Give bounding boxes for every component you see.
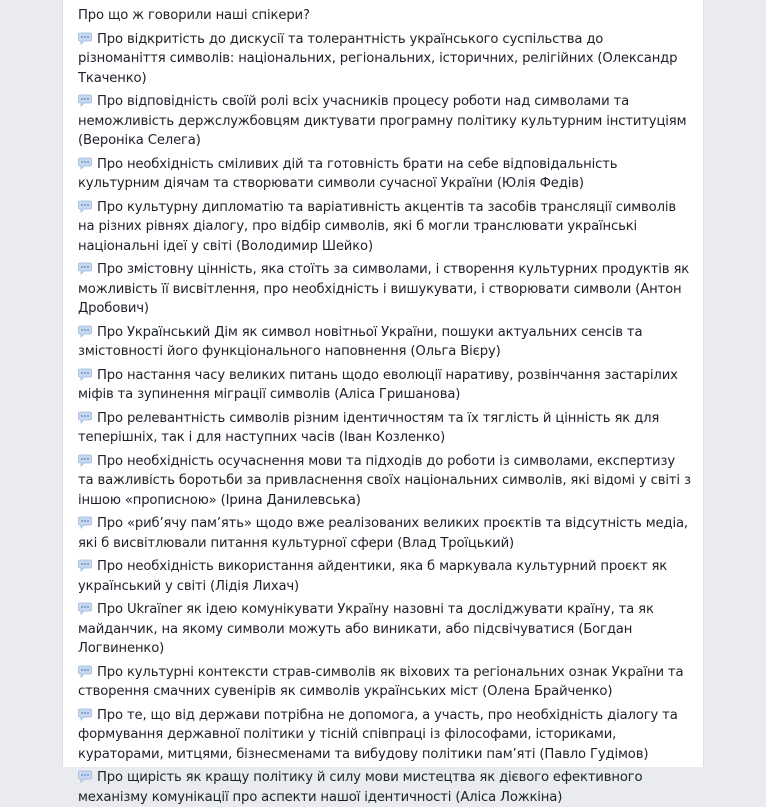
speech-balloon-icon [78,411,92,423]
speech-balloon-icon [78,368,92,380]
list-item [78,366,691,405]
speech-balloon-icon [78,708,92,720]
list-item [78,600,691,659]
list-item [78,706,691,765]
list-item [78,155,691,194]
list-item-text: Про культурні контексти страв-символів як віхових та регіональних ознак України та створення смачних сувенірів як символів українських міст (Олена Брайченко) [78,665,683,700]
speaker-topics-list [78,30,691,807]
list-item [78,30,691,89]
list-item [78,409,691,448]
speech-balloon-icon [78,602,92,614]
list-item [78,557,691,596]
list-item-text: Про Український Дім як символ новітньої України, пошуки актуальних сенсів та змістовності його функціонального наповнення (Ольга Вієру) [78,325,642,360]
list-item-text: Про щирість як кращу політику й силу мови мистецтва як дієвого ефективного механізму комунікації про аспекти нашої ідентичності (Аліса Ложкіна) [78,770,642,805]
list-item-text: Про необхідність сміливих дій та готовність брати на себе відповідальність культурним діячам та створювати символи сучасної України (Юлія Федів) [78,157,617,192]
speech-balloon-icon [78,665,92,677]
list-item [78,452,691,511]
list-item [78,92,691,151]
list-item-text: Про настання часу великих питань щодо еволюції наративу, розвінчання застарілих міфів та зупинення міграції символів (Аліса Гришанова) [78,368,678,403]
post-intro: Про що ж говорили наші спікери? [78,6,691,26]
speech-balloon-icon [78,325,92,337]
speech-balloon-icon [78,32,92,44]
speech-balloon-icon [78,200,92,212]
list-item [78,323,691,362]
speech-balloon-icon [78,516,92,528]
speech-balloon-icon [78,559,92,571]
list-item-text: Про необхідність використання айдентики, яка б маркувала культурний проєкт як український у світі (Лідія Лихач) [78,559,667,594]
list-item-text: Про відкритість до дискусії та толерантність українського суспільства до різноманіття символів: національних, регіональних, історичних, релігійних (Олександр Ткаченко) [78,32,677,86]
list-item [78,260,691,319]
list-item-text: Про відповідність своїй ролі всіх учасників процесу роботи над символами та неможливість держслужбовцям диктувати програмну політику культурним інституціям (Вероніка Селега) [78,94,686,148]
list-item-text: Про необхідність осучаснення мови та підходів до роботи із символами, експертизу та важливість боротьби за привласнення своїх національних символів, які відомі у світі з іншою «прописною» (Ірина Данилевська) [78,454,691,508]
list-item [78,768,691,807]
speech-balloon-icon [78,94,92,106]
post-body [62,0,704,767]
speech-balloon-icon [78,262,92,274]
list-item [78,663,691,702]
speech-balloon-icon [78,454,92,466]
speech-balloon-icon [78,770,92,782]
list-item-text: Про релевантність символів різним ідентичностям та їх тяглість й цінність як для теперішніх, так і для наступних часів (Іван Козленко) [78,411,659,446]
list-item [78,514,691,553]
list-item [78,198,691,257]
list-item-text: Про змістовну цінність, яка стоїть за символами, і створення культурних продуктів як можливість її висвітлення, про необхідність і вишукувати, і створювати символи (Антон Дробович) [78,262,689,316]
list-item-text: Про культурну дипломатію та варіативність акцентів та засобів трансляції символів на різних рівнях діалогу, про відбір символів, які б могли транслювати українські національні ідеї у світі (Володимир Шейко) [78,200,676,254]
list-item-text: Про Ukraїner як ідею комунікувати Україну назовні та досліджувати країну, та як майданчик, на якому символи можуть або виникати, або підсвічуватися (Богдан Логвиненко) [78,602,654,656]
speech-balloon-icon [78,157,92,169]
list-item-text: Про «риб’ячу пам’ять» щодо вже реалізованих великих проєктів та відсутність медіа, які б висвітлювали питання культурної сфери (Влад Троїцький) [78,516,688,551]
list-item-text: Про те, що від держави потрібна не допомога, а участь, про необхідність діалогу та формування державної політики у тісній співпраці із філософами, істориками, кураторами, митцями, бізнесменами та вибудову політики пам’яті (Павло Гудімов) [78,708,678,762]
